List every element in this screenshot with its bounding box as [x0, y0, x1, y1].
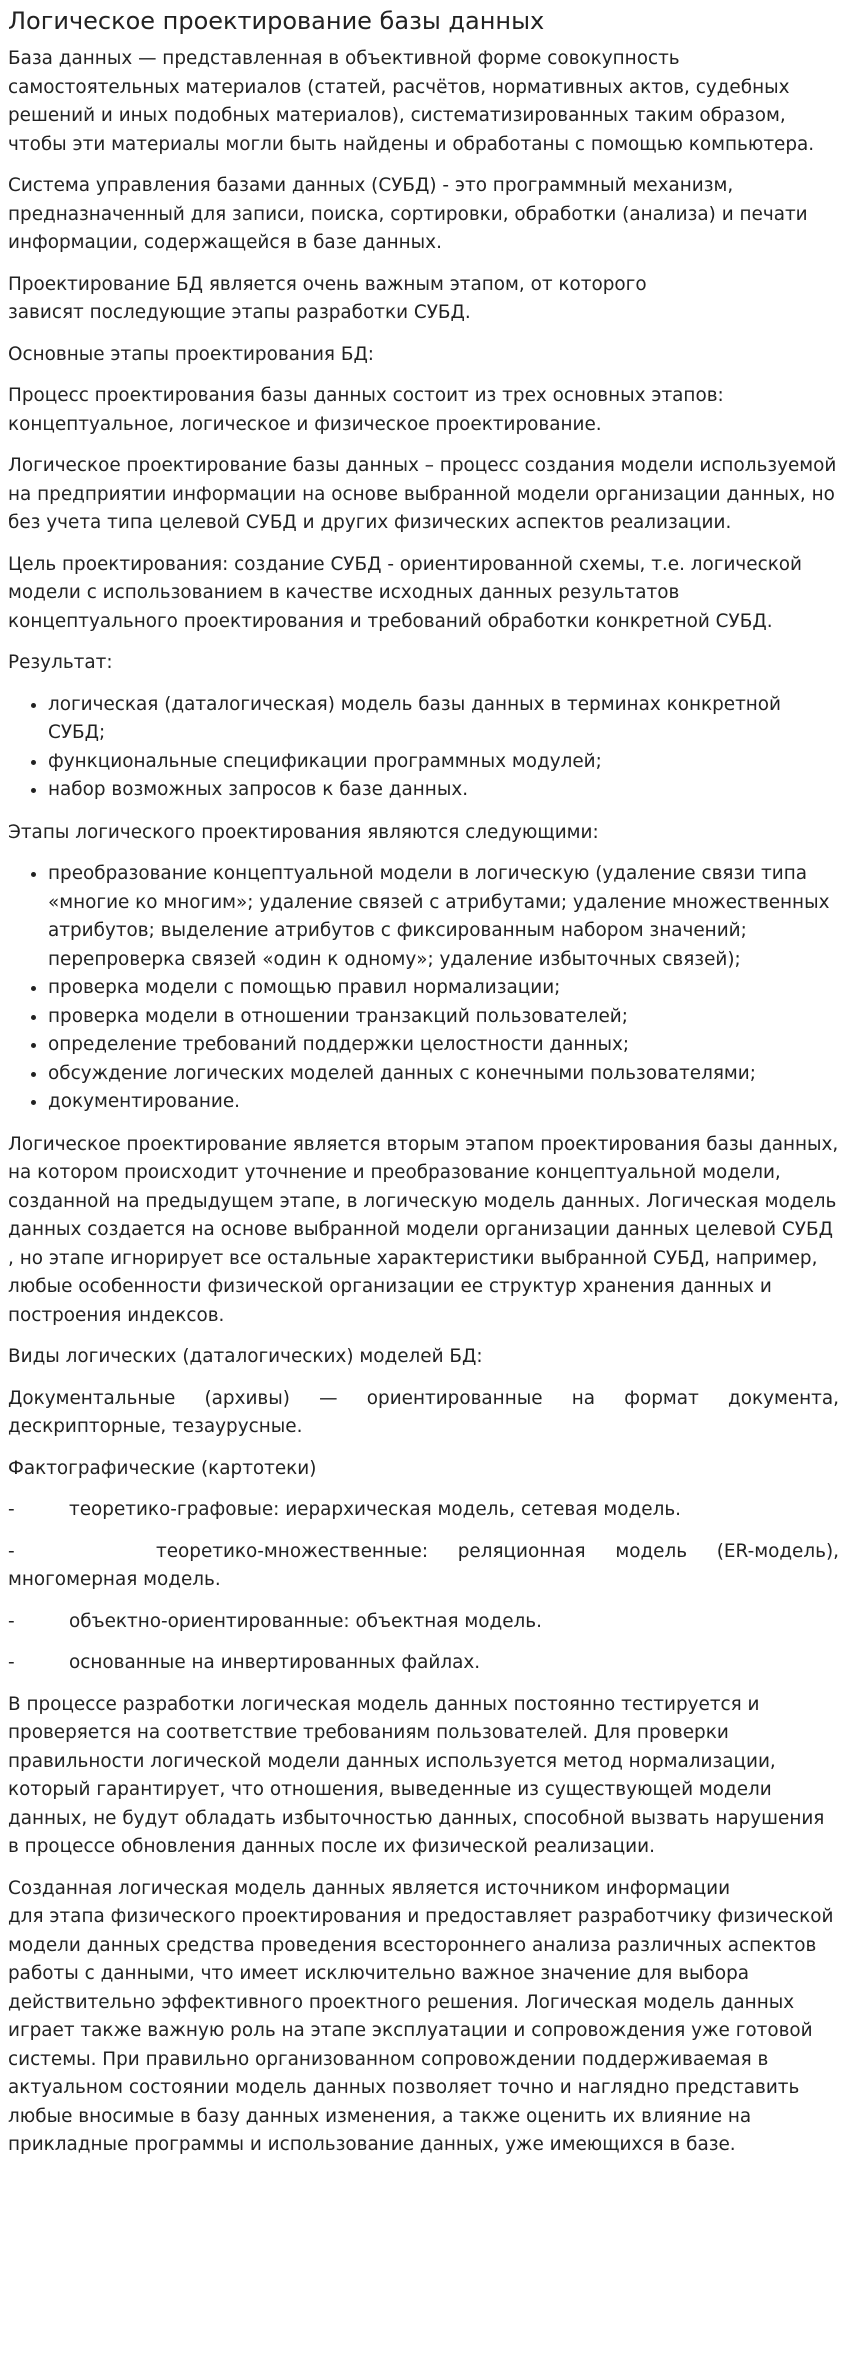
list-item: • проверка модели с помощью правил нормализации; [48, 974, 839, 1003]
dash-item-inverted-files [8, 1649, 839, 1678]
paragraph-source-of-information [8, 1875, 839, 2160]
page-title: Логическое проектирование базы данных [8, 7, 545, 35]
list-item: • обсуждение логических моделей данных с конечными пользователями; [48, 1060, 839, 1089]
dash-item-text: основанные на инвертированных файлах. [69, 1652, 481, 1673]
paragraph-second-stage: Логическое проектирование является вторым этапом проектирования базы данных, на котором происходит уточнение и преобразование концептуальной модели, созданной на предыдущем этапе, в логическую модель данных. Логическая модель данных создается на основе выбранной модели организации данных целевой СУБД , но этапе игнорирует все остальные характеристики выбранной СУБД, например, любые особенности физической организации ее структур хранения данных и построения индексов. [8, 1133, 839, 1326]
list-item: • документирование. [48, 1088, 839, 1117]
dash-marker: - [8, 1499, 15, 1520]
dash-item-graph-models [8, 1496, 839, 1525]
paragraph-design-importance-line1: Проектирование БД является очень важным этапом, от которого [8, 273, 647, 295]
list-item: • определение требований поддержки целостности данных; [48, 1031, 839, 1060]
dash-item-text: теоретико-графовые: иерархическая модель, сетевая модель. [69, 1499, 682, 1520]
list-item: • проверка модели в отношении транзакций пользователей; [48, 1003, 839, 1032]
list-item: • набор возможных запросов к базе данных. [48, 776, 839, 805]
paragraph-db-definition: База данных — представленная в объективной форме совокупность самостоятельных материалов (статей, расчётов, нормативных актов, судебных решений и иных подобных материалов), систематизированных таким образом, чтобы эти материалы могли быть найдены и обработаны с помощью компьютера. [8, 48, 815, 155]
paragraph-logical-design-definition: Логическое проектирование базы данных – процесс создания модели используемой на предприятии информации на основе выбранной модели организации данных, но без учета типа целевой СУБД и других физических аспектов реализации. [8, 455, 837, 533]
dash-item-set-models [8, 1538, 839, 1595]
dash-marker: - [8, 1540, 15, 1562]
result-label: Результат: [8, 652, 113, 673]
factographic-models: Фактографические (картотеки) [8, 1457, 317, 1479]
dash-item-text: объектно-ориентированные: объектная модель. [69, 1610, 542, 1632]
paragraph-design-process: Процесс проектирования базы данных состоит из трех основных этапов: концептуальное, логическое и физическое проектирование. [8, 385, 724, 435]
paragraph-testing: В процессе разработки логическая модель данных постоянно тестируется и проверяется на соответствие требованиям пользователей. Для проверки правильности логической модели данных используется метод нормализации, который гарантирует, что отношения, выведенные из существующей модели данных, не будут обладать избыточностью данных, способной вызвать нарушения в процессе обновления данных после их физической реализации. [8, 1693, 825, 1857]
documentary-models: Документальные (архивы) — ориентированные на формат документа, дескрипторные, тезаурусные. [8, 1387, 839, 1437]
paragraph-dbms-definition: Система управления базами данных (СУБД) - это программный механизм, предназначенный для записи, поиска, сортировки, обработки (анализа) и печати информации, содержащейся в базе данных. [8, 175, 808, 253]
paragraph-source-rest: для этапа физического проектирования и предоставляет разработчику физической модели данных средства проведения всестороннего анализа различных аспектов работы с данными, что имеет исключительно важное значение для выбора действительно эффективного проектного решения. Логическая модель данных играет также важную роль на этапе эксплуатации и сопровождения уже готовой системы. При правильно организованном сопровождении поддерживаемая в актуальном состоянии модель данных позволяет точно и наглядно представить любые вносимые в базу данных изменения, а также оценить их влияние на прикладные программы и использование данных, уже имеющихся в базе. [8, 1906, 834, 2155]
stages-list [8, 860, 839, 1117]
dash-item-text: теоретико-множественные: реляционная модель (ER-модель), многомерная модель. [8, 1540, 839, 1590]
paragraph-main-stages-label: Основные этапы проектирования БД: [8, 343, 375, 365]
list-item: • функциональные спецификации программных модулей; [48, 748, 839, 777]
dash-marker: - [8, 1610, 15, 1632]
dash-marker: - [8, 1652, 15, 1673]
model-types-label: Виды логических (даталогических) моделей БД: [8, 1346, 483, 1367]
paragraph-design-importance [8, 271, 839, 328]
stages-label: Этапы логического проектирования являются следующими: [8, 821, 599, 843]
paragraph-design-goal: Цель проектирования: создание СУБД - ориентированной схемы, т.е. логической модели с использованием в качестве исходных данных результатов концептуального проектирования и требований обработки конкретной СУБД. [8, 553, 803, 632]
dash-item-object-models [8, 1608, 839, 1637]
paragraph-design-importance-line2: зависят последующие этапы разработки СУБД. [8, 302, 471, 323]
paragraph-source-line1: Созданная логическая модель данных является источником информации [8, 1877, 731, 1899]
list-item: • логическая (даталогическая) модель базы данных в терминах конкретной СУБД; [48, 691, 839, 748]
result-list [8, 691, 839, 805]
list-item: • преобразование концептуальной модели в логическую (удаление связи типа «многие ко многим»; удаление связей с атрибутами; удаление множественных атрибутов; выделение атрибутов с фиксированным набором значений; перепроверка связей «один к одному»; удаление избыточных связей); [48, 860, 839, 974]
